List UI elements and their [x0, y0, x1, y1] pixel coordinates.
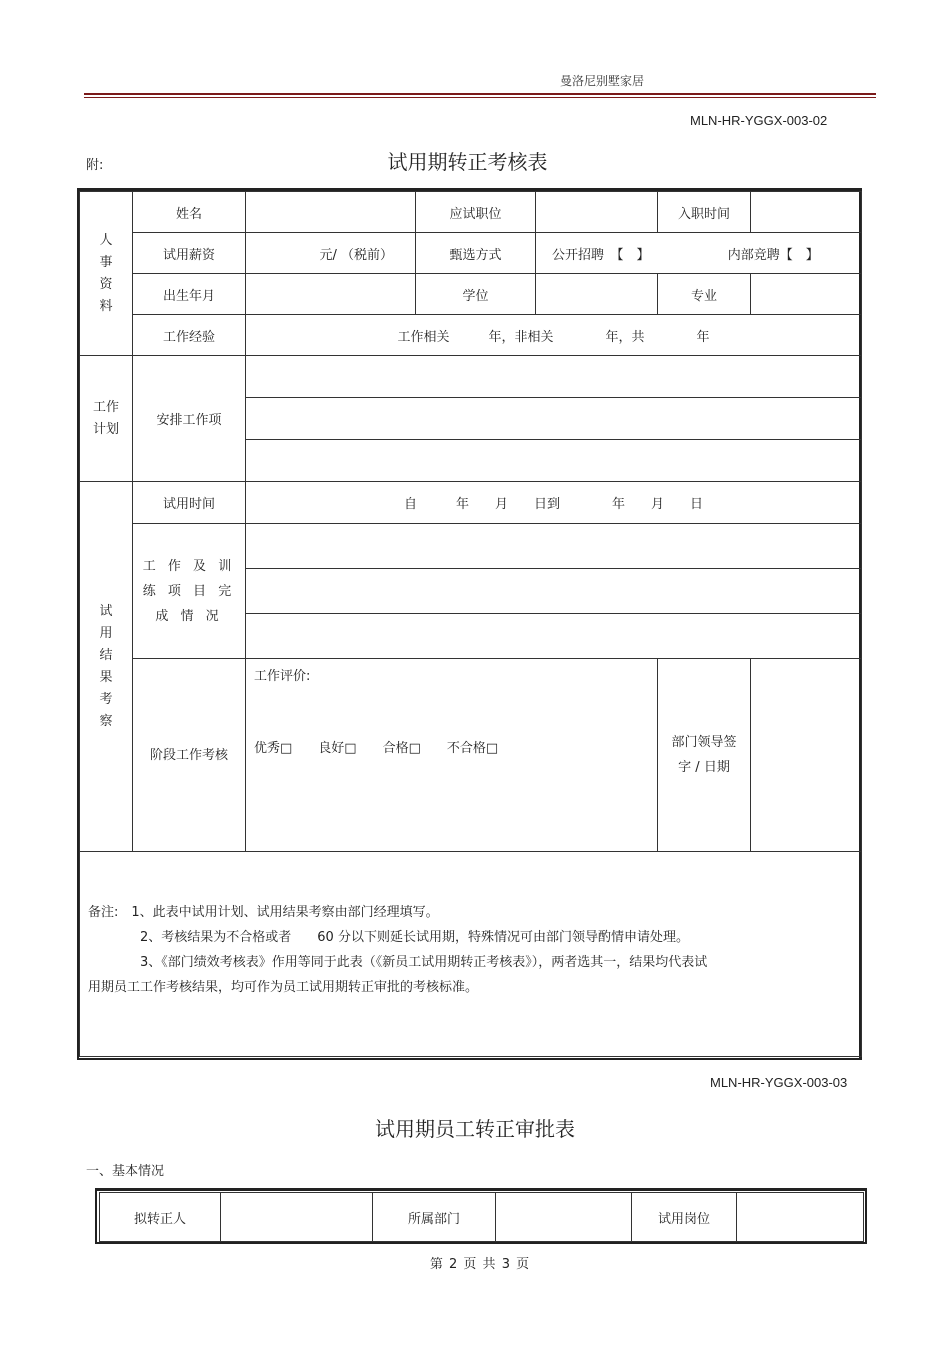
note-line: 3、《部门绩效考核表》作用等同于此表（《新员工试用期转正考核表》），两者选其一，结果均代表试: [88, 955, 708, 970]
note-line: 2、考核结果为不合格或者 60 分以下则延长试用期，特殊情况可由部门领导酌情申请处理。: [88, 930, 689, 945]
period-field[interactable]: 自 年 月 日到 年 月 日: [246, 482, 862, 524]
sec-plan: 工作 计划: [80, 356, 133, 482]
sec-result: 试 用 结 果 考 察: [80, 482, 133, 852]
training-row-2[interactable]: [246, 569, 862, 614]
doc-code-1: MLN-HR-YGGX-003-02: [690, 113, 828, 128]
note-line: 用期员工工作考核结果，均可作为员工试用期转正审批的考核标准。: [88, 980, 479, 995]
arrange-label: 安排工作项: [133, 356, 246, 482]
selection-internal[interactable]: 内部竞聘【 】: [727, 247, 819, 263]
form2-table: [99, 1192, 864, 1242]
training-label: 工 作 及 训 练 项 目 完 成 情 况: [133, 524, 246, 659]
training-row-1[interactable]: [246, 524, 862, 569]
major-label: 专业: [658, 274, 751, 315]
company-name: 曼洛尼别墅家居: [560, 74, 645, 88]
evaluation-label: 工作评价:: [254, 669, 311, 684]
selection-label: 甄选方式: [416, 233, 536, 274]
form1-table: [79, 191, 862, 1057]
sec-personnel: 人 事 资 料: [80, 192, 133, 356]
major-field[interactable]: [751, 274, 862, 315]
form2-title: 试用期员工转正审批表: [375, 1117, 575, 1141]
birth-field[interactable]: [246, 274, 416, 315]
salary-field[interactable]: 元/ （税前）: [246, 233, 416, 274]
section-basic: 一、基本情况: [86, 1164, 165, 1179]
page-footer: 第 2 页 共 3 页: [429, 1257, 531, 1272]
experience-label: 工作经验: [133, 315, 246, 356]
leader-sign-field[interactable]: [751, 659, 862, 852]
post-field[interactable]: [737, 1193, 864, 1242]
leader-sign-label: 部门领导签字 / 日期: [658, 659, 751, 852]
note-line: 备注: 1、此表中试用计划、试用结果考察由部门经理填写。: [88, 905, 439, 920]
post-label: 试用岗位: [632, 1193, 737, 1242]
training-row-3[interactable]: [246, 614, 862, 659]
degree-field[interactable]: [536, 274, 658, 315]
notes: [80, 852, 862, 1057]
arrange-row-3[interactable]: [246, 440, 862, 482]
position-label: 应试职位: [416, 192, 536, 233]
rating-options[interactable]: 优秀□ 良好□ 合格□ 不合格□: [254, 741, 499, 756]
evaluation-cell[interactable]: [246, 659, 658, 852]
header-rule: [84, 93, 876, 95]
name-label: 姓名: [133, 192, 246, 233]
stage-label: 阶段工作考核: [133, 659, 246, 852]
selection-field[interactable]: [536, 233, 862, 274]
entry-label: 入职时间: [658, 192, 751, 233]
form1-title: 试用期转正考核表: [387, 150, 548, 174]
period-label: 试用时间: [133, 482, 246, 524]
person-label: 拟转正人: [100, 1193, 221, 1242]
position-field[interactable]: [536, 192, 658, 233]
doc-code-2: MLN-HR-YGGX-003-03: [710, 1075, 848, 1090]
person-field[interactable]: [221, 1193, 373, 1242]
dept-field[interactable]: [496, 1193, 632, 1242]
experience-field[interactable]: 工作相关 年，非相关 年，共 年: [246, 315, 862, 356]
name-field[interactable]: [246, 192, 416, 233]
salary-label: 试用薪资: [133, 233, 246, 274]
attach-label: 附:: [86, 158, 104, 173]
arrange-row-1[interactable]: [246, 356, 862, 398]
entry-field[interactable]: [751, 192, 862, 233]
dept-label: 所属部门: [373, 1193, 496, 1242]
form1-frame: [77, 188, 862, 1060]
form2-frame: [95, 1188, 867, 1244]
header-rule-thin: [84, 97, 876, 98]
selection-public[interactable]: 公开招聘 【 】: [552, 247, 650, 263]
birth-label: 出生年月: [133, 274, 246, 315]
arrange-row-2[interactable]: [246, 398, 862, 440]
degree-label: 学位: [416, 274, 536, 315]
